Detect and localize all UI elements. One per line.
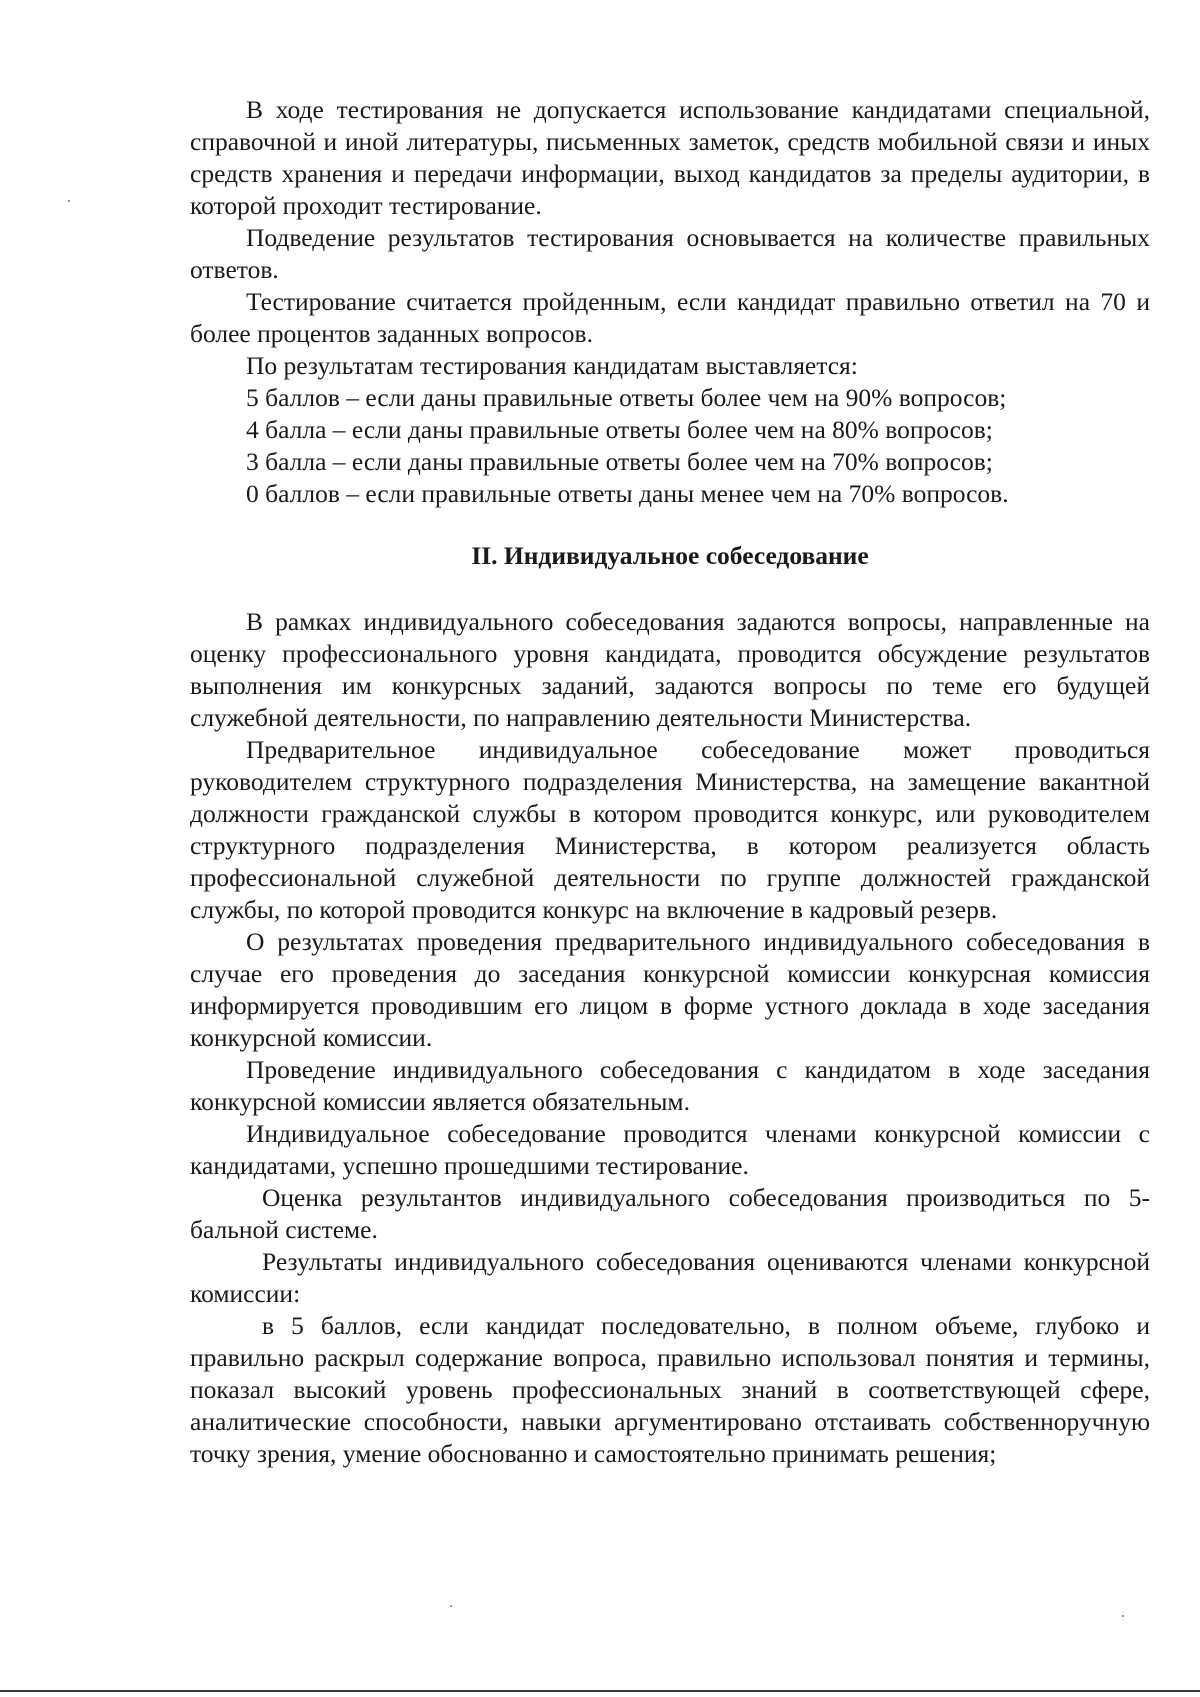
scan-speck: [450, 1605, 452, 1607]
paragraph-pass-threshold: Тестирование считается пройденным, если кандидат правильно ответил на 70 и более процентов заданных вопросов.: [190, 287, 1150, 348]
scoring-line-3: 3 балла – если даны правильные ответы более чем на 70% вопросов;: [246, 447, 993, 476]
section-title: II. Индивидуальное собеседование: [471, 541, 869, 570]
paragraph-results-basis: Подведение результатов тестирования основывается на количестве правильных ответов.: [190, 223, 1150, 284]
scan-speck: [68, 200, 70, 202]
scoring-line-0: 0 баллов – если правильные ответы даны менее чем на 70% вопросов.: [246, 479, 1009, 508]
paragraph-preliminary-interview: Предварительное индивидуальное собеседование может проводиться руководителем структурного подразделения Министерства, на замещение вакантной должности гражданской службы в котором проводится конкурс, или руководителем структурного подразделения Министерства, в котором реализуется область профессиональной служебной деятельности по группе должностей гражданской службы, по которой проводится конкурс на включение в кадровый резерв.: [190, 735, 1150, 924]
scoring-line-4: 4 балла – если даны правильные ответы более чем на 80% вопросов;: [246, 415, 993, 444]
paragraph-five-points: в 5 баллов, если кандидат последовательно, в полном объеме, глубоко и правильно раскрыл содержание вопроса, правильно использовал понятия и термины, показал высокий уровень профессиональных знаний в соответствующей сфере, аналитические способности, навыки аргументировано отстаивать собственноручную точку зрения, умение обоснованно и самостоятельно принимать решения;: [190, 1311, 1150, 1468]
scoring-intro: По результатам тестирования кандидатам выставляется:: [246, 351, 858, 380]
paragraph-interview-members: Индивидуальное собеседование проводится членами конкурсной комиссии с кандидатами, успешно прошедшими тестирование.: [190, 1119, 1150, 1180]
paragraph-preliminary-results: О результатах проведения предварительного индивидуального собеседования в случае его проведения до заседания конкурсной комиссии конкурсная комиссия информируется проводившим его лицом в форме устного доклада в ходе заседания конкурсной комиссии.: [190, 927, 1150, 1052]
paragraph-scoring-system: Оценка результантов индивидуального собеседования производиться по 5-бальной системе.: [190, 1183, 1150, 1244]
paragraph-evaluation-intro: Результаты индивидуального собеседования оцениваются членами конкурсной комиссии:: [190, 1247, 1150, 1308]
bottom-scan-edge: [0, 1690, 1200, 1692]
scan-speck: [1122, 1615, 1124, 1617]
paragraph-testing-rules: В ходе тестирования не допускается использование кандидатами специальной, справочной и иной литературы, письменных заметок, средств мобильной связи и иных средств хранения и передачи информации, выход кандидатов за пределы аудитории, в которой проходит тестирование.: [190, 95, 1150, 220]
paragraph-interview-mandatory: Проведение индивидуального собеседования с кандидатом в ходе заседания конкурсной комиссии является обязательным.: [190, 1055, 1150, 1116]
document-page: [190, 94, 1150, 1470]
paragraph-interview-scope: В рамках индивидуального собеседования задаются вопросы, направленные на оценку профессионального уровня кандидата, проводится обсуждение результатов выполнения им конкурсных заданий, задаются вопросы по теме его будущей служебной деятельности, по направлению деятельности Министерства.: [190, 607, 1150, 732]
scoring-line-5: 5 баллов – если даны правильные ответы более чем на 90% вопросов;: [246, 383, 1007, 412]
